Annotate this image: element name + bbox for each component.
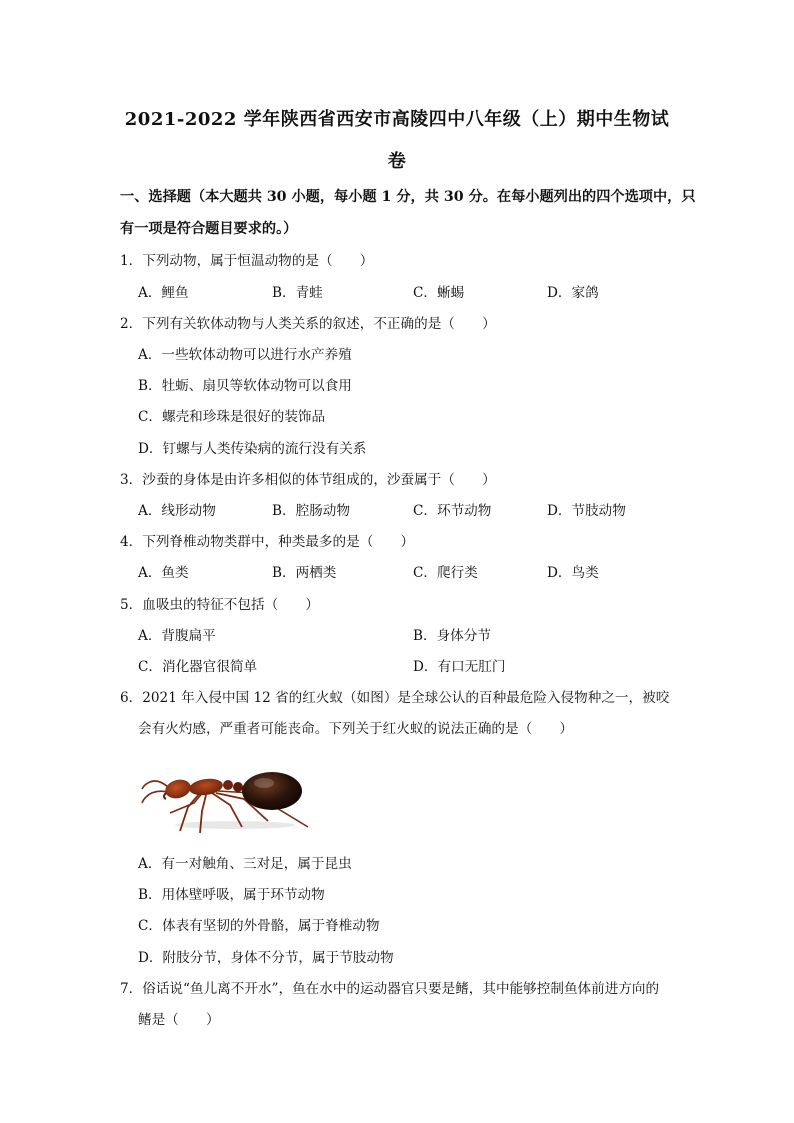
question-1-option-d: D．家鸽 [547, 285, 599, 301]
section-heading-line2: 有一项是符合题目要求的。） [120, 221, 298, 237]
question-3-option-c: C．环节动物 [413, 503, 492, 519]
question-1-option-b: B．青蛙 [272, 285, 323, 301]
section-heading-line1: 一、选择题（本大题共 30 小题，每小题 1 分，共 30 分。在每小题列出的四个选项中，只 [120, 189, 696, 205]
question-5-option-d: D．有口无肛门 [413, 659, 506, 675]
question-3-option-d: D．节肢动物 [547, 503, 626, 519]
question-6-option-c: C．体表有坚韧的外骨骼，属于脊椎动物 [138, 918, 380, 934]
question-5-stem: 5．血吸虫的特征不包括（ ） [120, 597, 319, 613]
question-7-stem-line1: 7．俗话说“鱼儿离不开水”，鱼在水中的运动器官只要是鳍，其中能够控制鱼体前进方向的 [120, 981, 660, 997]
question-2-option-d: D．钉螺与人类传染病的流行没有关系 [138, 441, 367, 457]
question-5-option-b: B．身体分节 [413, 628, 491, 644]
question-5-option-a: A．背腹扁平 [138, 628, 216, 644]
question-4-option-c: C．爬行类 [413, 565, 478, 581]
question-6-stem-line1: 6．2021 年入侵中国 12 省的红火蚁（如图）是全球公认的百种最危险入侵物种之一，被咬 [120, 690, 670, 706]
question-6-option-d: D．附肢分节，身体不分节，属于节肢动物 [138, 950, 394, 966]
question-1-option-a: A．鲤鱼 [138, 285, 189, 301]
question-4-option-b: B．两栖类 [272, 565, 337, 581]
question-2-option-b: B．牡蛎、扇贝等软体动物可以食用 [138, 378, 352, 394]
question-6-stem-line2: 会有火灼感，严重者可能丧命。下列关于红火蚁的说法正确的是（ ） [138, 721, 573, 737]
question-4-option-d: D．鸟类 [547, 565, 599, 581]
question-6-option-a: A．有一对触角、三对足，属于昆虫 [138, 856, 352, 872]
question-2-option-c: C．螺壳和珍珠是很好的装饰品 [138, 409, 326, 425]
question-3-stem: 3．沙蚕的身体是由许多相似的体节组成的，沙蚕属于（ ） [120, 472, 496, 488]
exam-title-line2: 卷 [387, 151, 407, 172]
question-1-option-c: C．蜥蜴 [413, 285, 465, 301]
question-4-option-a: A．鱼类 [138, 565, 189, 581]
fire-ant-image [140, 747, 315, 837]
question-6-option-b: B．用体壁呼吸，属于环节动物 [138, 887, 325, 903]
question-2-stem: 2．下列有关软体动物与人类关系的叙述，不正确的是（ ） [120, 316, 496, 332]
question-3-option-a: A．线形动物 [138, 503, 216, 519]
question-2-option-a: A．一些软体动物可以进行水产养殖 [138, 347, 352, 363]
question-5-option-c: C．消化器官很简单 [138, 659, 258, 675]
exam-title-line1: 2021-2022 学年陕西省西安市高陵四中八年级（上）期中生物试 [124, 109, 670, 130]
question-1-stem: 1．下列动物，属于恒温动物的是（ ） [120, 253, 374, 269]
question-4-stem: 4．下列脊椎动物类群中，种类最多的是（ ） [120, 534, 415, 550]
question-3-option-b: B．腔肠动物 [272, 503, 350, 519]
question-7-stem-line2: 鳍是（ ） [138, 1012, 220, 1028]
